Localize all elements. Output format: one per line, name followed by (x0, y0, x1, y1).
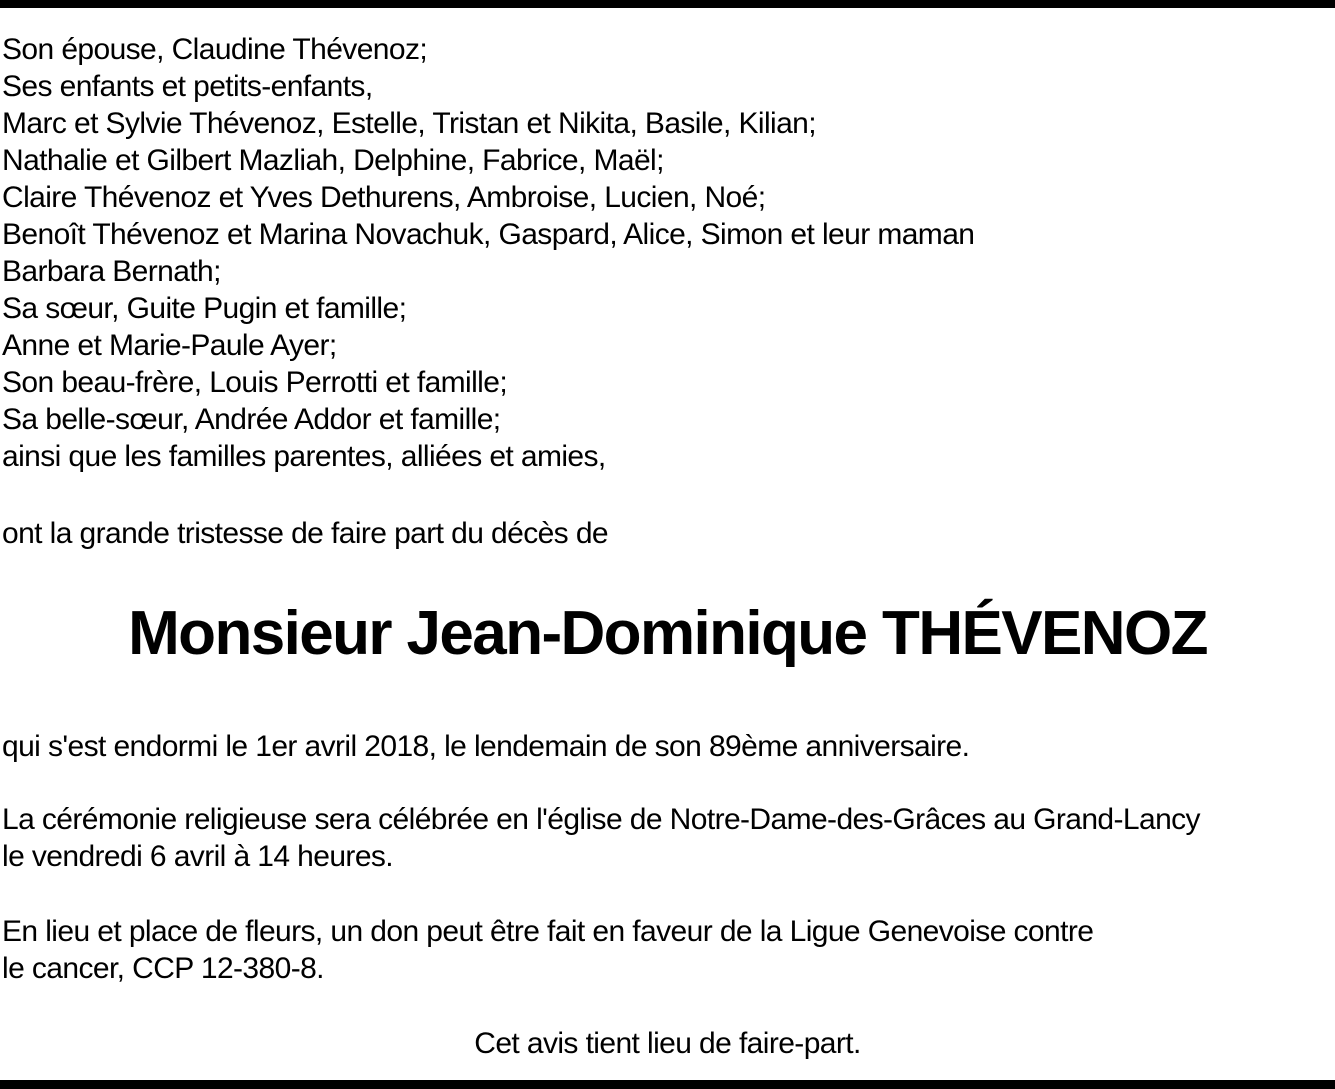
family-line: Benoît Thévenoz et Marina Novachuk, Gaspard, Alice, Simon et leur maman (2, 218, 975, 251)
ceremony-line: La cérémonie religieuse sera célébrée en l'église de Notre-Dame-des-Grâces au Grand-Lancy (2, 803, 1200, 836)
ceremony-paragraph (2, 801, 1333, 875)
family-line: Barbara Bernath; (2, 255, 221, 288)
announcement-line: ont la grande tristesse de faire part du décès de (2, 517, 608, 550)
family-line: ainsi que les familles parentes, alliées et amies, (2, 440, 606, 473)
death-line: qui s'est endormi le 1er avril 2018, le lendemain de son 89ème anniversaire. (2, 730, 970, 763)
family-line: Claire Thévenoz et Yves Dethurens, Ambroise, Lucien, Noé; (2, 181, 766, 214)
top-border-rule (0, 0, 1335, 8)
family-line: Ses enfants et petits-enfants, (2, 70, 373, 103)
donation-line: le cancer, CCP 12-380-8. (2, 952, 324, 985)
donation-paragraph (2, 913, 1333, 987)
family-line: Anne et Marie-Paule Ayer; (2, 329, 337, 362)
donation-line: En lieu et place de fleurs, un don peut être fait en faveur de la Ligue Genevoise contre (2, 915, 1094, 948)
family-line: Marc et Sylvie Thévenoz, Estelle, Tristan et Nikita, Basile, Kilian; (2, 107, 816, 140)
family-line: Nathalie et Gilbert Mazliah, Delphine, Fabrice, Maël; (2, 144, 664, 177)
death-paragraph (2, 728, 1333, 765)
deceased-name: Monsieur Jean-Dominique THÉVENOZ (128, 599, 1207, 668)
family-line: Son épouse, Claudine Thévenoz; (2, 33, 428, 66)
closing-notice: Cet avis tient lieu de faire-part. (474, 1027, 861, 1060)
family-line: Son beau-frère, Louis Perrotti et famille; (2, 366, 508, 399)
ceremony-line: le vendredi 6 avril à 14 heures. (2, 840, 394, 873)
family-list (2, 31, 1333, 475)
family-line: Sa belle-sœur, Andrée Addor et famille; (2, 403, 501, 436)
family-line: Sa sœur, Guite Pugin et famille; (2, 292, 407, 325)
announcement-text (2, 515, 1333, 552)
bottom-border-rule (0, 1080, 1335, 1089)
